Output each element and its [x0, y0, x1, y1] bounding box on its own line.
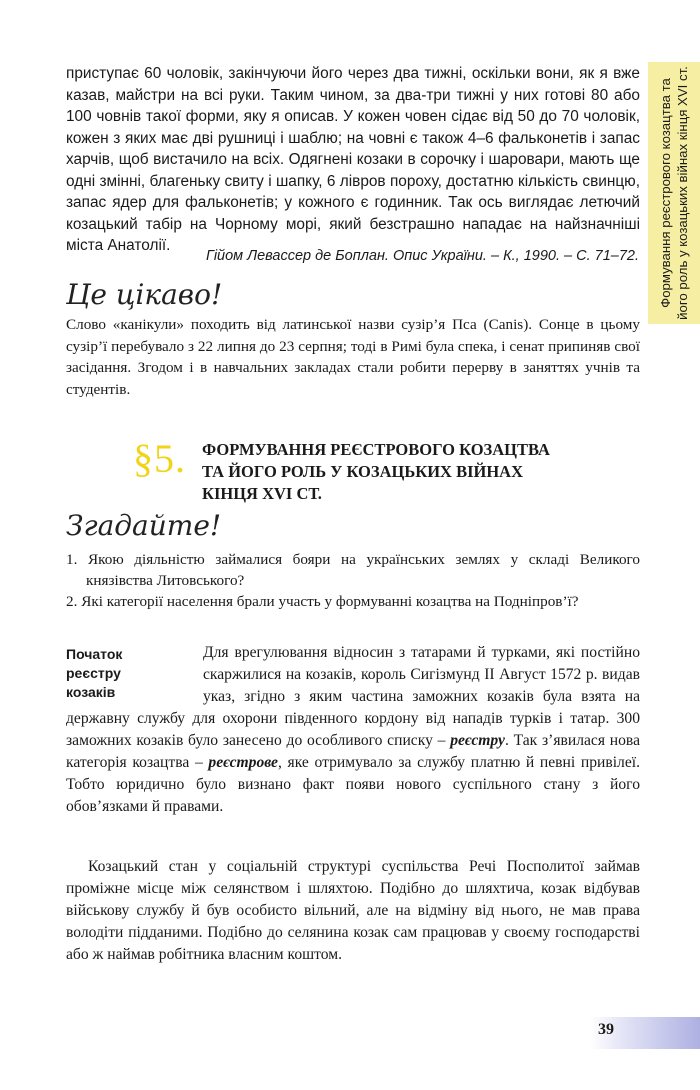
margin-note-line: Початок	[66, 646, 123, 662]
remember-heading: Згадайте!	[66, 509, 222, 542]
side-tab-text	[657, 62, 691, 324]
paragraph-text: , яке отримувало за службу платню й певні привілеї. Тобто юридично було визнано факт появи нового суспільного стану з його обов’язками й правами.	[66, 754, 640, 815]
term-reestrove: реєстрове	[208, 754, 278, 771]
quote-source: Гійом Левассер де Боплан. Опис України. – К., 1990. – С. 71–72.	[205, 248, 639, 264]
quote-text: приступає 60 чоловік, закінчуючи його через два тижні, оскільки вони, як я вже казав, майстри на всі руки. Таким чином, за два-три тижні у них готові 80 або 100 човнів такої форми, яку я описав. У кожен човен сідає від 50 до 70 чоловік, кожен з яких має дві рушниці і шаблю; на човні є також 4–6 фальконетів і запас харчів, щоб вистачило на всіх. Одягнені козаки в сорочку і шаровари, мають ще одні змінні, благеньку свиту і шапку, 6 лівров пороху, достатню кількість свинцю, запас ядер для фальконетів; у кожного є годинник. Так ось виглядає летючий козацький табір на Чорному морі, який безстрашно нападає на найзначніші міста Анатолії.	[66, 65, 640, 254]
paragraph-text: Для врегулювання відносин з татарами й турками, які постійно скаржилися на козаків, король Сигізмунд II Август 1572 р. видав указ, згідно з яким частина заможних козаків була взята на державну службу для охорони південного кордону від нападів турків і татар. 300 заможних козаків було занесено до особливого списку –	[66, 644, 640, 749]
side-tab-line: його роль у козацьких війнах кінця XVI ст.	[675, 66, 690, 320]
margin-note-line: реєстру	[66, 665, 121, 681]
section-title-line: КІНЦЯ XVI СТ.	[202, 484, 322, 503]
section-title	[202, 439, 632, 505]
paragraph-text: . Так з’явилася нова категорія козацтва –	[66, 732, 641, 771]
body-paragraph-2: Козацький стан у соціальній структурі суспільства Речі Посполитої займав проміжне місце між селянством і шляхтою. Подібно до шляхтича, козак відбував військову службу й був особисто вільний, але на відміну від нього, не мав права володіти підданими. Подібно до селянина козак сам працював у своєму господарстві або ж наймав робітника власним коштом.	[66, 858, 640, 963]
question-item: 2. Які категорії населення брали участь у формуванні козацтва на Подніпров’ї?	[66, 593, 579, 610]
section-number: §5.	[133, 436, 186, 481]
section-title-line: ТА ЙОГО РОЛЬ У КОЗАЦЬКИХ ВІЙНАХ	[202, 462, 524, 481]
question-list	[66, 549, 640, 612]
question-item: 1. Якою діяльністю займалися бояри на українських землях у складі Великого князівства Литовського?	[66, 551, 640, 589]
interesting-heading: Це цікаво!	[66, 278, 223, 311]
body-paragraph-1	[66, 642, 640, 818]
margin-note-line: козаків	[66, 684, 116, 700]
page-number: 39	[598, 1021, 614, 1038]
term-reestr: реєстру	[450, 732, 505, 749]
interesting-text: Слово «канікули» походить від латинської назви сузір’я Пса (Canis). Сонце в цьому сузір’ї перебувало з 22 липня до 23 серпня; тоді в Римі була спека, і сенат припиняв свої засідання. Згодом і в навчальних закладах стали робити перерву в заняттях учнів та студентів.	[66, 316, 640, 398]
side-tab-line: Формування реєстрового козацтва та	[658, 78, 673, 308]
margin-spacer	[66, 642, 203, 704]
section-title-line: ФОРМУВАННЯ РЕЄСТРОВОГО КОЗАЦТВА	[202, 440, 550, 459]
